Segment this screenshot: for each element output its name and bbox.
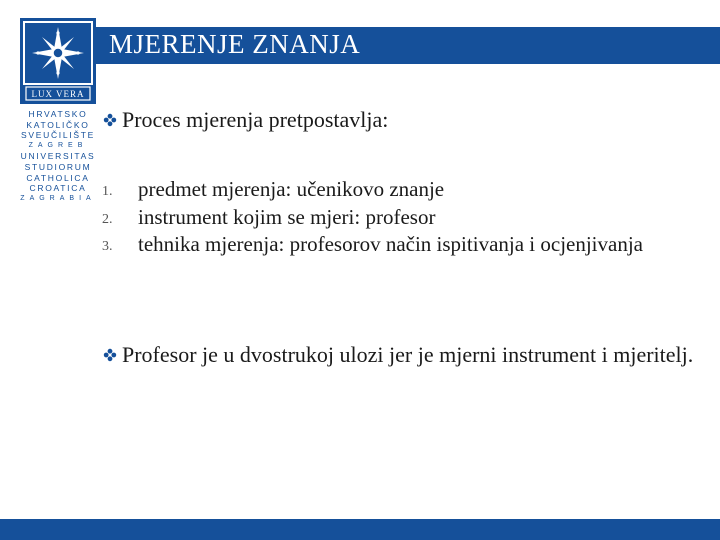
flower-bullet-icon xyxy=(103,348,117,362)
university-name-line: CATHOLICA xyxy=(26,172,90,183)
university-name xyxy=(20,109,96,204)
list-number: 1. xyxy=(102,184,113,199)
list-item xyxy=(98,204,658,232)
university-name-line: STUDIORUM xyxy=(24,161,92,172)
slide-title: MJERENJE ZNANJA xyxy=(109,29,361,59)
bullet-text: Proces mjerenja pretpostavlja: xyxy=(122,107,389,132)
numbered-list xyxy=(98,176,658,259)
list-item-text: tehnika mjerenja: profesorov način ispitivanja i ocjenjivanja xyxy=(138,232,643,256)
footer-bar xyxy=(0,519,720,540)
university-name-line: ZAGREB xyxy=(28,141,88,149)
university-name-line: HRVATSKO xyxy=(28,109,88,119)
university-name-line: ZAGRABIA xyxy=(20,194,96,202)
university-name-line: KATOLIČKO xyxy=(26,119,90,130)
university-logo xyxy=(20,18,96,104)
flower-bullet-icon xyxy=(103,113,117,127)
list-item-text: predmet mjerenja: učenikovo znanje xyxy=(138,177,445,201)
logo-motto: LUX VERA xyxy=(31,89,85,99)
university-name-line: CROATICA xyxy=(29,183,87,194)
list-item xyxy=(98,176,658,204)
university-name-line: UNIVERSITAS xyxy=(20,151,96,162)
list-item xyxy=(98,231,658,259)
list-number: 3. xyxy=(102,239,113,254)
list-item-text: instrument kojim se mjeri: profesor xyxy=(138,204,436,229)
list-number: 2. xyxy=(102,211,113,227)
university-name-line: SVEUČILIŠTE xyxy=(21,130,95,141)
bullet-text: Profesor je u dvostrukoj ulozi jer je mjerni instrument i mjeritelj. xyxy=(122,342,694,367)
title-bar xyxy=(96,27,720,64)
